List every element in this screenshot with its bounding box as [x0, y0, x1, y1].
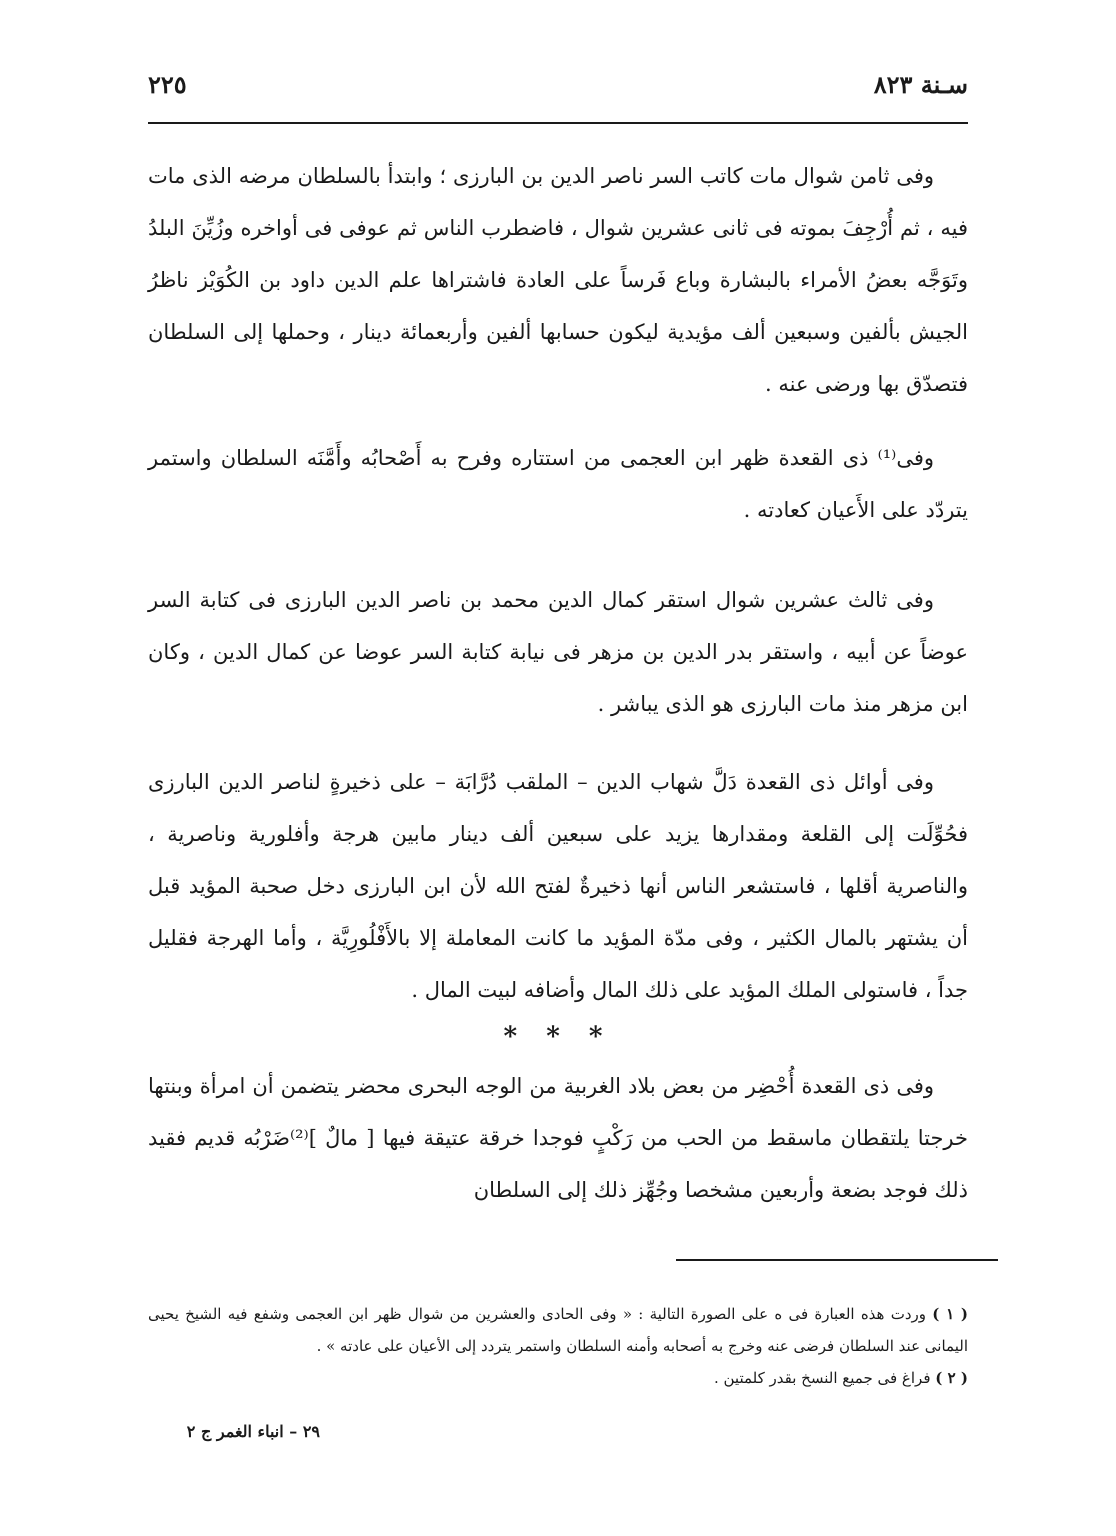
header-rule [148, 122, 968, 124]
running-head [148, 70, 968, 114]
footnotes [148, 1298, 968, 1394]
paragraph-5: وفى ذى القعدة أُحْضِر من بعض بلاد الغربية من الوجه البحرى محضر يتضمن أن امرأة وبنتها خرجتا يلتقطان ماسقط من الحب من رَكْبٍ فوجدا خرقة عتيقة فيها [ مالٌ ]⁽²⁾ضَرْبُه قديم فقيد ذلك فوجد بضعة وأربعين مشخصا وجُهِّز ذلك إلى السلطان [148, 1074, 968, 1202]
footnote-2 [148, 1362, 968, 1394]
year-title: سـنة ٨٢٣ [873, 70, 968, 99]
page-number: ٢٢٥ [148, 70, 187, 99]
paragraph-4: وفى أوائل ذى القعدة دَلَّ شهاب الدين – الملقب دُرَّابَة – على ذخيرةٍ لناصر الدين البارزى فحُوِّلَت إلى القلعة ومقدارها يزيد على سبعين ألف دينار مابين هرجة وأفلورية وناصرية ، والناصرية أقلها ، فاستشعر الناس أنها ذخيرةٌ لفتح الله لأن ابن البارزى دخل صحبة المؤيد قبل أن يشتهر بالمال الكثير ، وفى مدّة المؤيد ما كانت المعاملة إلا بالأَفْلُورِيَّة ، وأما الهرجة فقليل جداً ، فاستولى الملك المؤيد على ذلك المال وأضافه لبيت المال . [148, 770, 968, 1002]
printer-signature: ٢٩ – انباء الغمر ج ٢ [186, 1422, 320, 1441]
paragraph-gap [148, 536, 968, 574]
paragraph-1: وفى ثامن شوال مات كاتب السر ناصر الدين بن البارزى ؛ وابتدأ بالسلطان مرضه الذى مات فيه ، ثم أُرْجِفَ بموته فى ثانى عشرين شوال ، فاضطرب الناس ثم عوفى فى أواخره وزُيِّنَ البلدُ وتَوَجَّه بعضُ الأمراء بالبشارة وباع فَرساً على العادة فاشتراها علم الدين داود بن الكُوَيْز ناظرُ الجيش بألفين وسبعين ألف مؤيدية ليكون حسابها ألفين وأربعمائة دينار ، وحملها إلى السلطان فتصدّق بها ورضى عنه . [148, 164, 968, 396]
footnote-1 [148, 1298, 968, 1362]
footnote-text: فراغ فى جميع النسخ بقدر كلمتين . [713, 1369, 931, 1387]
footnote-rule [676, 1259, 998, 1261]
paragraph-gap [148, 730, 968, 756]
footnote-text: وردت هذه العبارة فى ه على الصورة التالية : « وفى الحادى والعشرين من شوال ظهر ابن العجمى وشفع فيه الشيخ يحيى اليمانى عند السلطان فرضى عنه وخرج به أصحابه وأمنه السلطان واستمر يتردد إلى الأعيان على عادته » . [148, 1305, 968, 1355]
paragraph-3: وفى ثالث عشرين شوال استقر كمال الدين محمد بن ناصر الدين البارزى فى كتابة السر عوضاً عن أبيه ، واستقر بدر الدين بن مزهر فى نيابة كتابة السر عوضا عن كمال الدين ، وكان ابن مزهر منذ مات البارزى هو الذى يباشر . [148, 588, 968, 716]
paragraph-gap [148, 410, 968, 432]
section-separator: * * * [503, 1022, 613, 1052]
paragraph-2: وفى⁽¹⁾ ذى القعدة ظهر ابن العجمى من استتاره وفرح به أَصْحابُه وأَمَّنَه السلطان واستمر يتردّد على الأَعيان كعادته . [148, 446, 968, 522]
footnote-mark: ( ٢ ) [935, 1369, 968, 1387]
body-text [148, 150, 968, 1216]
footnote-mark: ( ١ ) [932, 1305, 968, 1323]
